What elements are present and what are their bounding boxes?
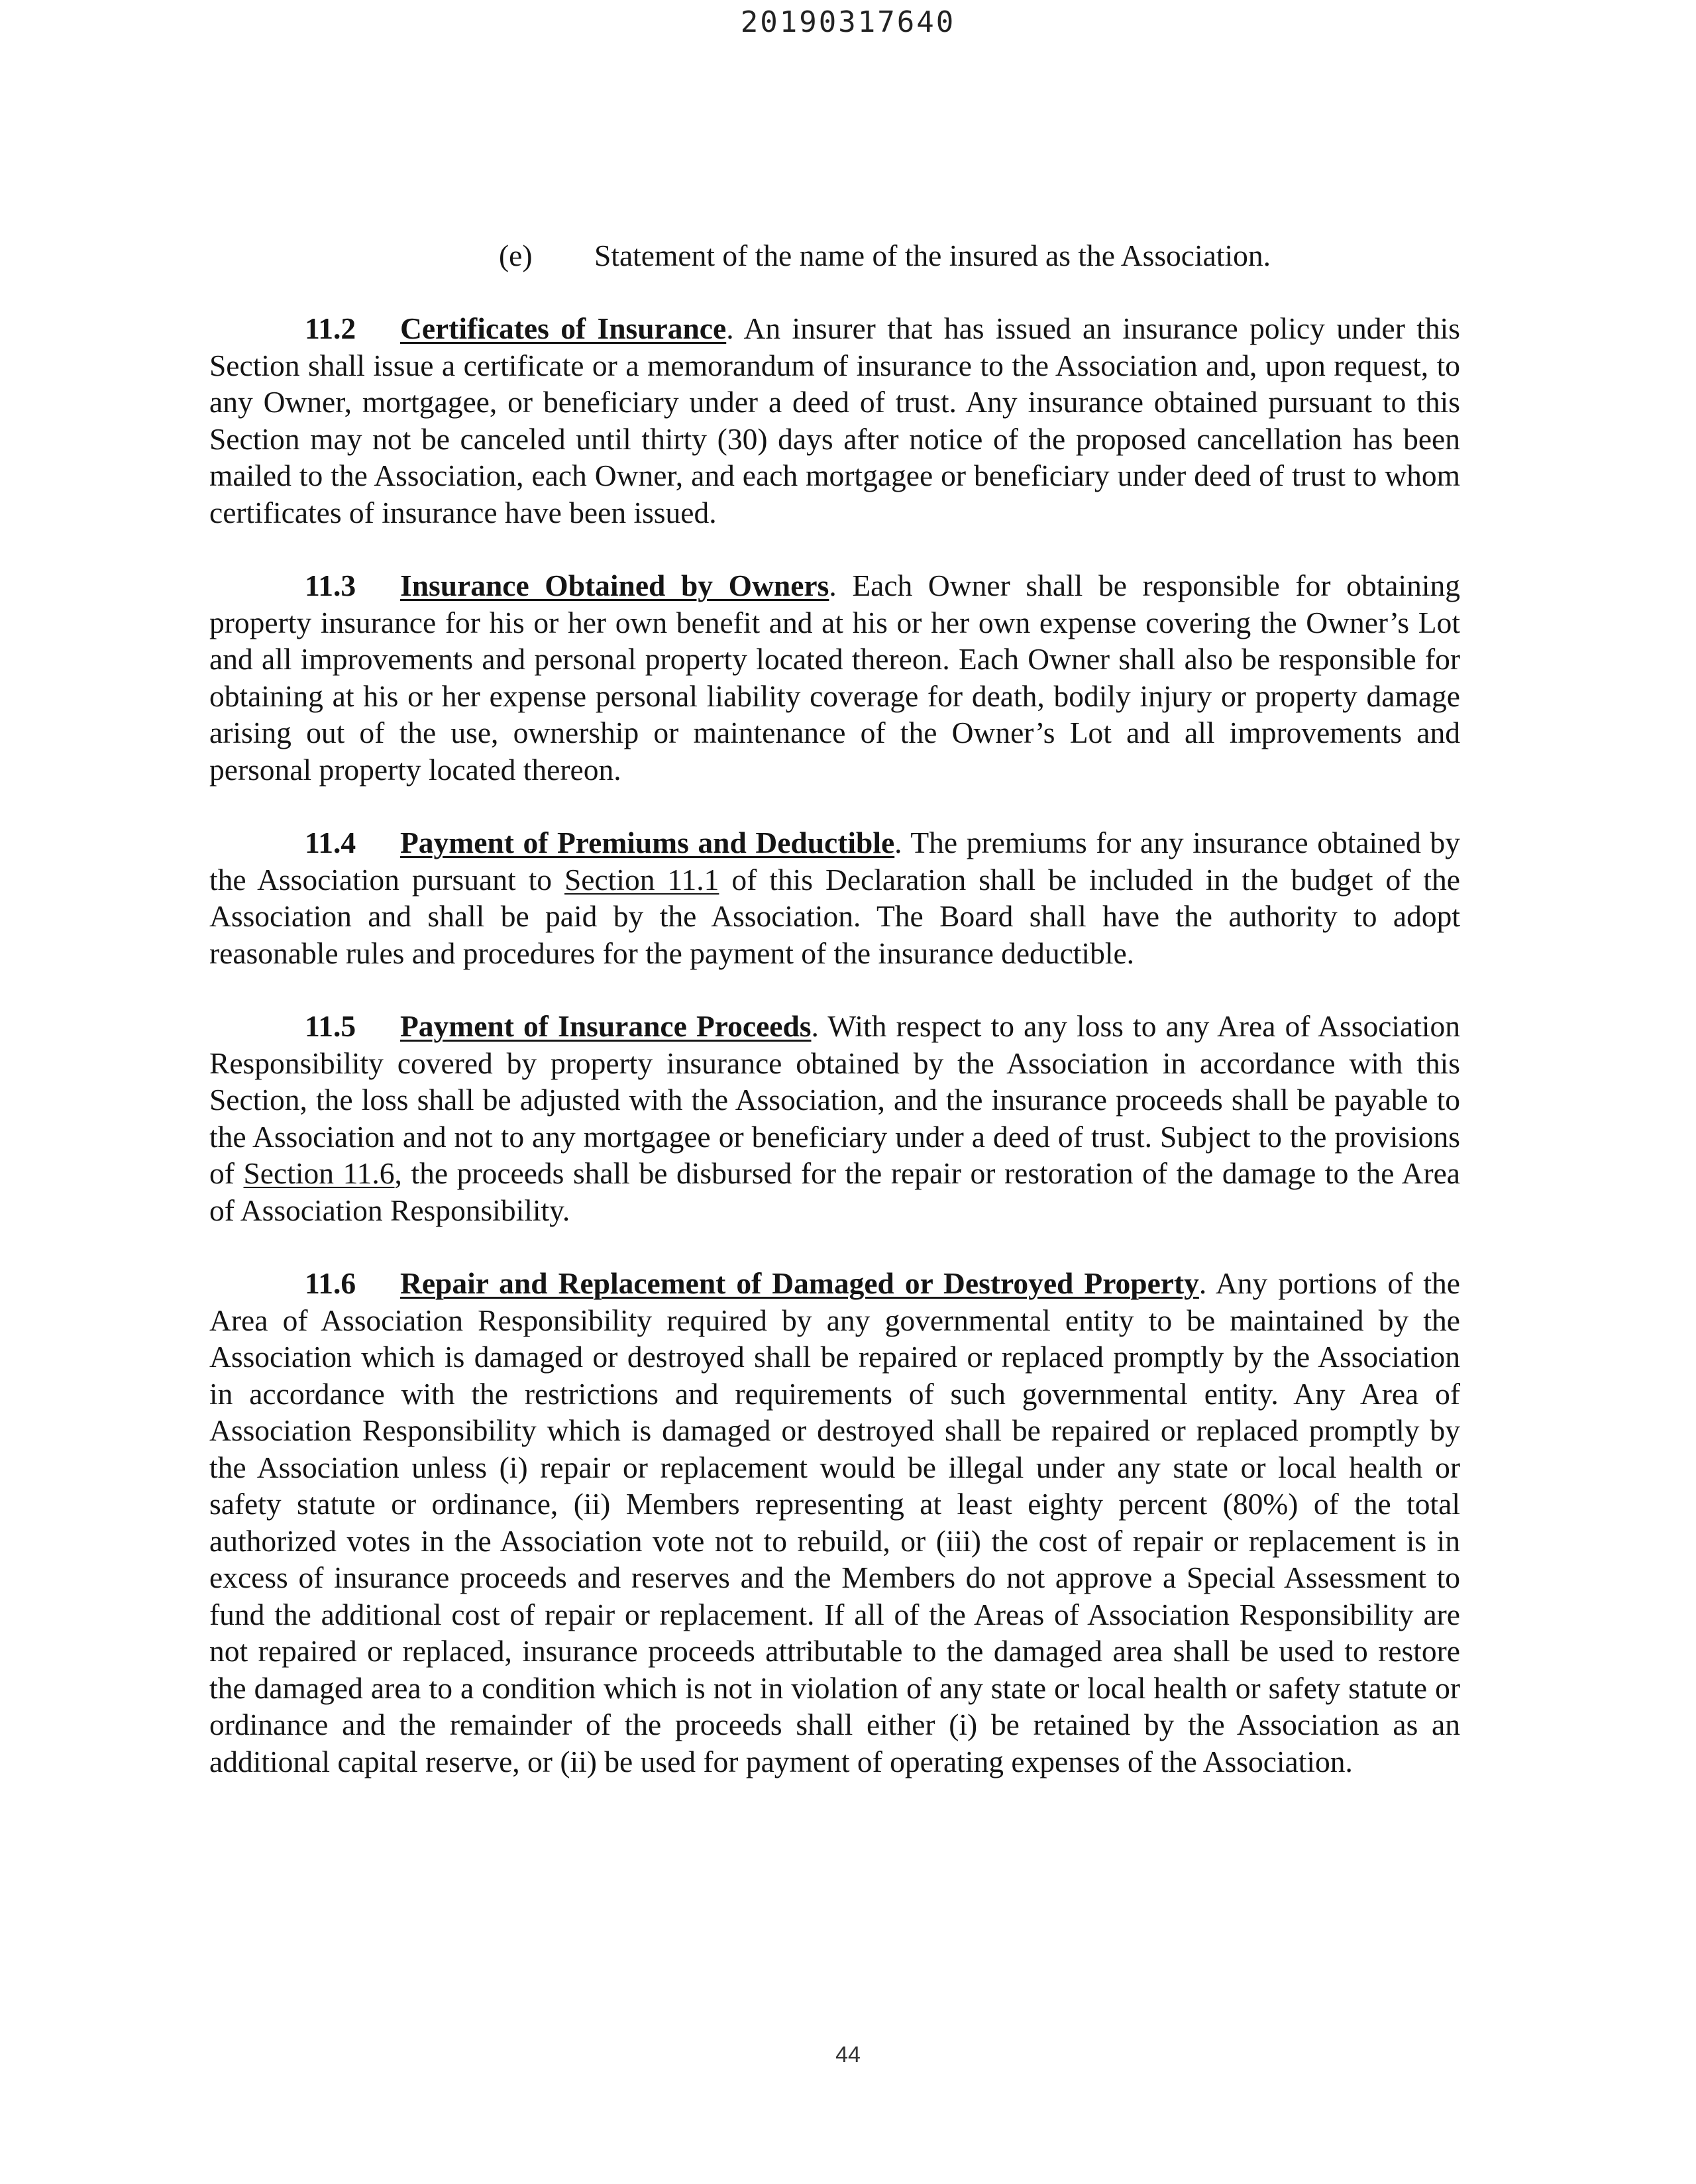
section-cross-reference: Section 11.6: [243, 1156, 395, 1190]
section-number: 11.3: [305, 569, 356, 602]
document-body: [209, 310, 1460, 1816]
subitem-label: (e): [499, 239, 533, 272]
section-number: 11.2: [305, 311, 356, 345]
document-number: 20190317640: [740, 5, 956, 39]
section-11-2: [209, 310, 1460, 531]
section-cross-reference: Section 11.1: [564, 862, 719, 897]
section-heading: Payment of Premiums and Deductible: [400, 826, 895, 859]
section-text: . An insurer that has issued an insurance policy under this Section shall issue a certificate or a memorandum of insurance to the Association and, upon request, to any Owner, mortgagee, or beneficiary under a deed of trust. Any insurance obtained pursuant to this Section may not be canceled until thirty (30) days after notice of the proposed cancellation has been mailed to the Association, each Owner, and each mortgagee or beneficiary under deed of trust to whom certificates of insurance have been issued.: [209, 311, 1460, 529]
section-text: . With respect to any loss to any Area of Association Responsibility covered by property insurance obtained by the Association in accordance with this Section, the loss shall be adjusted with the Association, and the insurance proceeds shall be payable to the Association and not to any mortgagee or beneficiary under a deed of trust. Subject to the provisions of: [209, 1009, 1461, 1190]
subitem-text: Statement of the name of the insured as the Association.: [594, 239, 1271, 272]
page-number: 44: [835, 2042, 861, 2067]
section-text: . The premiums for any insurance obtained by the Association pursuant to: [209, 826, 1460, 897]
subitem-e: [499, 237, 1271, 274]
section-text-continued: of this Declaration shall be included in the budget of the Association and shall be paid by the Association. The Board shall have the authority to adopt reasonable rules and procedures for the payment of the insurance deductible.: [209, 862, 1460, 970]
section-number: 11.4: [305, 826, 356, 859]
section-text-continued: , the proceeds shall be disbursed for the repair or restoration of the damage to the Area of Association Responsibility.: [209, 1156, 1460, 1227]
section-number: 11.5: [305, 1009, 356, 1043]
section-number: 11.6: [305, 1266, 356, 1300]
section-heading: Insurance Obtained by Owners: [400, 569, 829, 602]
section-11-5: [209, 1008, 1460, 1228]
section-11-3: [209, 567, 1460, 788]
section-11-4: [209, 824, 1460, 971]
section-text: . Each Owner shall be responsible for obtaining property insurance for his or her own benefit and at his or her own expense covering the Owner’s Lot and all improvements and personal property located thereon. Each Owner shall also be responsible for obtaining at his or her expense personal liability coverage for death, bodily injury or property damage arising out of the use, ownership or maintenance of the Owner’s Lot and all improvements and personal property located thereon.: [209, 569, 1460, 787]
section-text: . Any portions of the Area of Association Responsibility required by any governmental entity to be maintained by the Association which is damaged or destroyed shall be repaired or replaced promptly by the Association in accordance with the restrictions and requirements of such governmental entity. Any Area of Association Responsibility which is damaged or destroyed shall be repaired or replaced promptly by the Association unless (i) repair or replacement would be illegal under any state or local health or safety statute or ordinance, (ii) Members representing at least eighty percent (80%) of the total authorized votes in the Association vote not to rebuild, or (iii) the cost of repair or replacement is in excess of insurance proceeds and reserves and the Members do not approve a Special Assessment to fund the additional cost of repair or replacement. If all of the Areas of Association Responsibility are not repaired or replaced, insurance proceeds attributable to the damaged area shall be used to restore the damaged area to a condition which is not in violation of any state or local health or safety statute or ordinance and the remainder of the proceeds shall either (i) be retained by the Association as an additional capital reserve, or (ii) be used for payment of operating expenses of the Association.: [209, 1266, 1461, 1778]
section-heading: Certificates of Insurance: [400, 311, 727, 345]
section-heading: Repair and Replacement of Damaged or Destroyed Property: [400, 1266, 1199, 1300]
section-11-6: [209, 1265, 1460, 1780]
section-heading: Payment of Insurance Proceeds: [400, 1009, 812, 1043]
